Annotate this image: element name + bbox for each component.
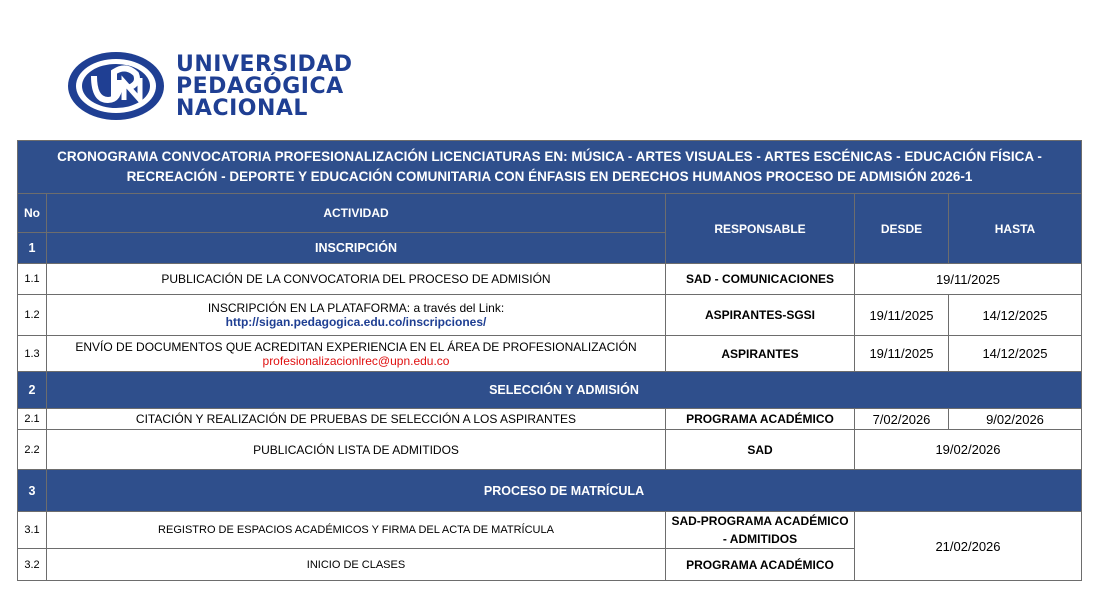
- email-link[interactable]: profesionalizacionlrec@upn.edu.co: [262, 353, 450, 368]
- table-title-row: [18, 141, 1082, 194]
- row-responsible: SAD - COMUNICACIONES: [666, 264, 855, 295]
- row-responsible: [666, 512, 855, 549]
- row-date: 19/11/2025: [855, 264, 1082, 295]
- table-row: [18, 430, 1082, 470]
- header-desde: DESDE: [855, 194, 949, 264]
- university-logo: [66, 50, 386, 122]
- table-row: [18, 336, 1082, 372]
- table-row: [18, 512, 1082, 549]
- section-label: SELECCIÓN Y ADMISIÓN: [47, 372, 1082, 409]
- row-responsible: PROGRAMA ACADÉMICO: [666, 549, 855, 581]
- header-actividad: ACTIVIDAD: [47, 194, 666, 233]
- logo-line-2: PEDAGÓGICA: [176, 74, 344, 99]
- header-no: No: [18, 194, 47, 233]
- section-row: [18, 372, 1082, 409]
- row-responsible-line-2: - ADMITIDOS: [722, 532, 798, 546]
- row-activity: CITACIÓN Y REALIZACIÓN DE PRUEBAS DE SELECCIÓN A LOS ASPIRANTES: [47, 409, 666, 430]
- logo-line-1: UNIVERSIDAD: [176, 52, 353, 77]
- title-line-2: RECREACIÓN - DEPORTE Y EDUCACIÓN COMUNITARIA CON ÉNFASIS EN DERECHOS HUMANOS PROCESO DE ADMISIÓN 2026-1: [126, 169, 973, 184]
- row-date-from: 19/11/2025: [855, 295, 949, 336]
- row-date-from: 7/02/2026: [855, 409, 949, 430]
- registration-link[interactable]: http://sigan.pedagogica.edu.co/inscripciones/: [225, 315, 487, 329]
- table-title: [18, 141, 1082, 194]
- row-activity: [47, 336, 666, 372]
- header-responsable: RESPONSABLE: [666, 194, 855, 264]
- row-date: 19/02/2026: [855, 430, 1082, 470]
- row-date-to: 14/12/2025: [949, 336, 1082, 372]
- row-number: 2.1: [18, 409, 47, 430]
- schedule-table: [17, 140, 1082, 581]
- row-responsible: SAD: [666, 430, 855, 470]
- row-number: 3.2: [18, 549, 47, 581]
- title-line-1: CRONOGRAMA CONVOCATORIA PROFESIONALIZACIÓN LICENCIATURAS EN: MÚSICA - ARTES VISUALES - ARTES ESCÉNICAS - EDUCACIÓN FÍSICA -: [57, 149, 1042, 164]
- row-activity: [47, 295, 666, 336]
- row-activity-text: ENVÍO DE DOCUMENTOS QUE ACREDITAN EXPERIENCIA EN EL ÁREA DE PROFESIONALIZACIÓN: [75, 339, 637, 354]
- row-date-to: 9/02/2026: [949, 409, 1082, 430]
- row-date: 21/02/2026: [855, 512, 1082, 581]
- row-date-to: 14/12/2025: [949, 295, 1082, 336]
- section-row: [18, 470, 1082, 512]
- logo-wordmark: [176, 54, 353, 120]
- logo-line-3: NACIONAL: [176, 96, 308, 121]
- row-activity: PUBLICACIÓN DE LA CONVOCATORIA DEL PROCESO DE ADMISIÓN: [47, 264, 666, 295]
- header-hasta: HASTA: [949, 194, 1082, 264]
- table-row: [18, 264, 1082, 295]
- section-number: 3: [18, 470, 47, 512]
- section-number: 1: [18, 233, 47, 264]
- row-number: 1.2: [18, 295, 47, 336]
- row-number: 3.1: [18, 512, 47, 549]
- table-row: [18, 409, 1082, 430]
- row-activity: REGISTRO DE ESPACIOS ACADÉMICOS Y FIRMA DEL ACTA DE MATRÍCULA: [47, 512, 666, 549]
- section-label: INSCRIPCIÓN: [47, 233, 666, 264]
- section-number: 2: [18, 372, 47, 409]
- row-responsible: ASPIRANTES-SGSI: [666, 295, 855, 336]
- row-responsible: ASPIRANTES: [666, 336, 855, 372]
- upn-emblem-icon: [66, 50, 166, 122]
- row-activity: INICIO DE CLASES: [47, 549, 666, 581]
- row-responsible-line-1: SAD-PROGRAMA ACADÉMICO: [671, 514, 849, 528]
- row-number: 1.3: [18, 336, 47, 372]
- column-header-row: [18, 194, 1082, 233]
- row-date-from: 19/11/2025: [855, 336, 949, 372]
- row-activity: PUBLICACIÓN LISTA DE ADMITIDOS: [47, 430, 666, 470]
- section-label: PROCESO DE MATRÍCULA: [47, 470, 1082, 512]
- row-number: 1.1: [18, 264, 47, 295]
- row-number: 2.2: [18, 430, 47, 470]
- row-responsible: PROGRAMA ACADÉMICO: [666, 409, 855, 430]
- table-row: [18, 295, 1082, 336]
- row-activity-text: INSCRIPCIÓN EN LA PLATAFORMA: a través del Link:: [207, 301, 505, 315]
